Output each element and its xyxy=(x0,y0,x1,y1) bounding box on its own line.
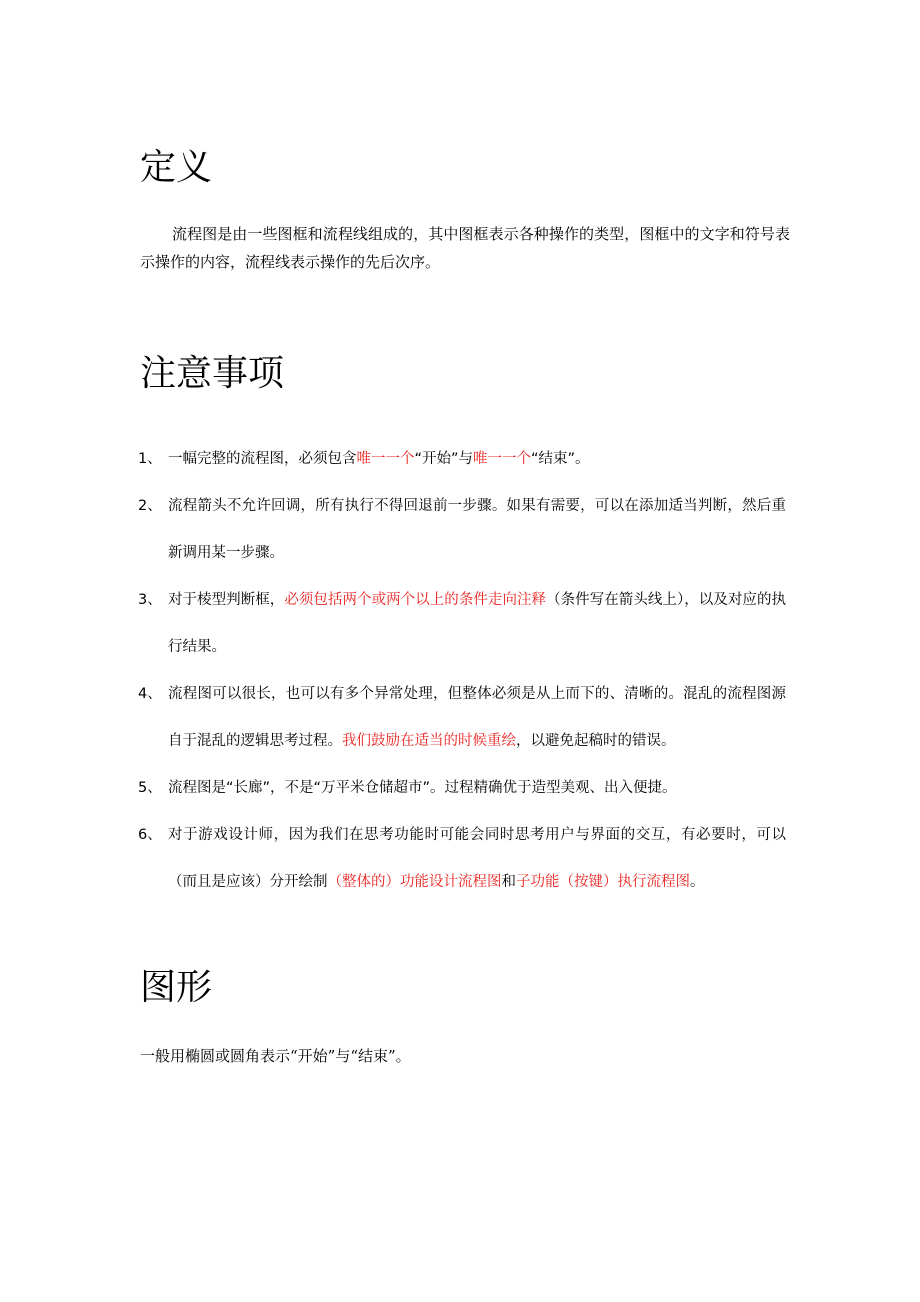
note-number: 1、 xyxy=(138,451,162,467)
note-text: 流程图可以很长，也可以有多个异常处理，但整体必须是从上而下的、清晰的。混乱的流程图源自于混乱的逻辑思考过程。 xyxy=(168,686,786,749)
note-text: “开始”与 xyxy=(414,451,474,467)
note-text: 对于游戏设计师，因为我们在思考功能时可能会同时思考用户与界面的交互，有必要时，可以（而且是应该）分开绘制 xyxy=(168,827,786,890)
note-highlight-text: 唯一一个 xyxy=(356,451,415,467)
note-number: 2、 xyxy=(138,498,162,514)
note-highlight-text: 我们鼓励在适当的时候重绘 xyxy=(342,733,516,749)
note-highlight-text: 子功能（按键）执行流程图 xyxy=(516,874,690,890)
note-item xyxy=(138,812,786,906)
definition-paragraph: 流程图是由一些图框和流程线组成的，其中图框表示各种操作的类型，图框中的文字和符号表示操作的内容，流程线表示操作的先后次序。 xyxy=(140,225,790,271)
note-item xyxy=(138,483,786,577)
note-text: （条件写在箭头线上），以及对应的执行结果。 xyxy=(168,592,787,655)
note-highlight-text: 必须包括两个或两个以上的条件走向注释 xyxy=(284,592,547,608)
note-item xyxy=(138,671,786,765)
note-text: 流程图是“长廊”，不是“万平米仓储超市”。过程精确优于造型美观、出入便捷。 xyxy=(168,780,677,796)
heading-definition: 定义 xyxy=(140,147,213,188)
heading-shapes: 图形 xyxy=(140,967,213,1008)
note-text: 对于棱型判断框， xyxy=(168,592,285,608)
shapes-paragraph: 一般用椭圆或圆角表示“开始”与“结束”。 xyxy=(140,1047,411,1065)
note-highlight-text: （整体的）功能设计流程图 xyxy=(327,874,502,890)
note-text: 一幅完整的流程图，必须包含 xyxy=(168,451,357,467)
heading-notes: 注意事项 xyxy=(140,353,285,394)
note-item xyxy=(138,436,786,483)
note-number: 4、 xyxy=(138,686,162,702)
note-number: 6、 xyxy=(138,827,162,843)
note-highlight-text: 唯一一个 xyxy=(473,451,532,467)
note-text: 。 xyxy=(690,874,705,890)
note-item xyxy=(138,765,786,812)
note-text: “结束”。 xyxy=(531,451,590,467)
note-item xyxy=(138,577,786,671)
notes-list xyxy=(138,436,786,906)
note-text: 和 xyxy=(501,874,516,890)
note-text: ，以避免起稿时的错误。 xyxy=(516,733,676,749)
note-number: 3、 xyxy=(138,592,162,608)
note-number: 5、 xyxy=(138,780,162,796)
note-text: 流程箭头不允许回调，所有执行不得回退前一步骤。如果有需要，可以在添加适当判断，然后重新调用某一步骤。 xyxy=(168,498,786,561)
